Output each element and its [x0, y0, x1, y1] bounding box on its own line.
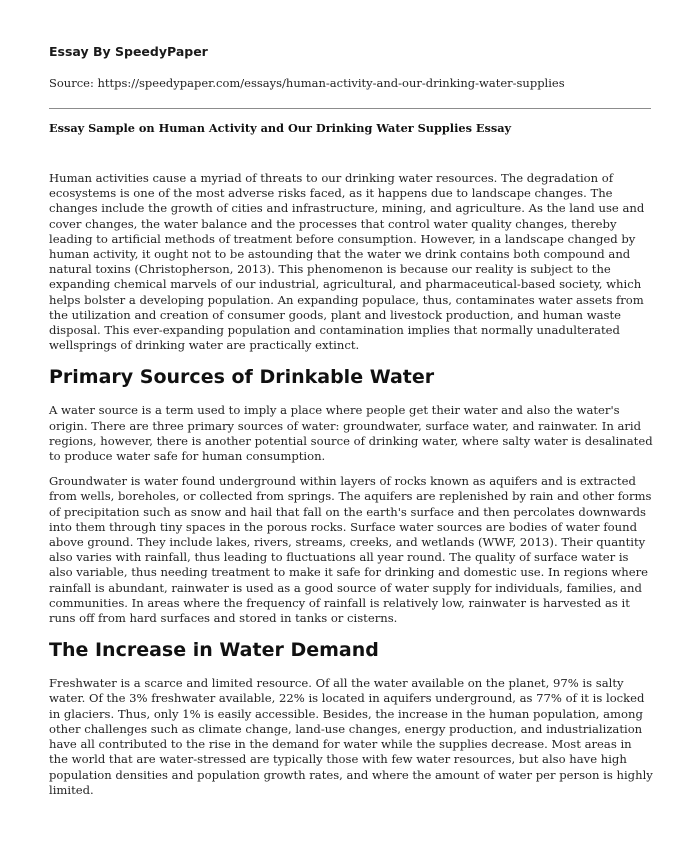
intro-paragraph: Human activities cause a myriad of threats to our drinking water resources. The degradation of ecosystems is one of the most adverse risks faced, as it happens due to landscape changes. The changes include the growth of cities and infrastructure, mining, and agriculture. As the land use and cover changes, the water balance and the processes that control water quality changes, thereby leading to artificial methods of treatment before consumption. However, in a landscape changed by human activity, it ought not to be astounding that the water we drink contains both compound and natural toxins (Christopherson, 2013). This phenomenon is because our reality is subject to the expanding chemical marvels of our industrial, agricultural, and pharmaceutical-based society, which helps bolster a developing population. An expanding populace, thus, contaminates water assets from the utilization and creation of consumer goods, plant and livestock production, and human waste disposal. This ever-expanding population and contamination implies that normally unadulterated wellsprings of drinking water are practically extinct.	[49, 171, 645, 353]
essay-body	[49, 171, 653, 798]
section-heading-water-demand: The Increase in Water Demand	[49, 639, 379, 662]
paragraph-freshwater: Freshwater is a scarce and limited resource. Of all the water available on the planet, 97% is salty water. Of the 3% freshwater available, 22% is located in aquifers underground, as 77% of it is locked in glaciers. Thus, only 1% is easily accessible. Besides, the increase in the human population, among other challenges such as climate change, land-use changes, energy production, and industrialization have all contributed to the rise in the demand for water while the supplies decrease. Most areas in the world that are water-stressed are typically those with few water resources, but also have high population densities and population growth rates, and where the amount of water per person is highly limited.	[49, 676, 653, 797]
paragraph-water-source-definition: A water source is a term used to imply a place where people get their water and also the water's origin. There are three primary sources of water: groundwater, surface water, and rainwater. In arid regions, however, there is another potential source of drinking water, where salty water is desalinated to produce water safe for human consumption.	[49, 403, 653, 464]
source-url: Source: https://speedypaper.com/essays/human-activity-and-our-drinking-water-supplies	[49, 76, 565, 90]
paragraph-groundwater: Groundwater is water found underground within layers of rocks known as aquifers and is extracted from wells, boreholes, or collected from springs. The aquifers are replenished by rain and other forms of precipitation such as snow and hail that fall on the earth's surface and then percolates downwards into them through tiny spaces in the porous rocks. Surface water sources are bodies of water found above ground. They include lakes, rivers, streams, creeks, and wetlands (WWF, 2013). Their quantity also varies with rainfall, thus leading to fluctuations all year round. The quality of surface water is also variable, thus needing treatment to make it safe for drinking and domestic use. In regions where rainfall is abundant, rainwater is used as a good source of water supply for individuals, families, and communities. In areas where the frequency of rainfall is relatively low, rainwater is harvested as it runs off from hard surfaces and stored in tanks or cisterns.	[49, 474, 652, 626]
section-heading-primary-sources: Primary Sources of Drinkable Water	[49, 366, 435, 389]
publisher-brand: Essay By SpeedyPaper	[49, 44, 208, 59]
essay-title: Essay Sample on Human Activity and Our Drinking Water Supplies Essay	[49, 121, 512, 135]
header-divider	[49, 108, 651, 109]
